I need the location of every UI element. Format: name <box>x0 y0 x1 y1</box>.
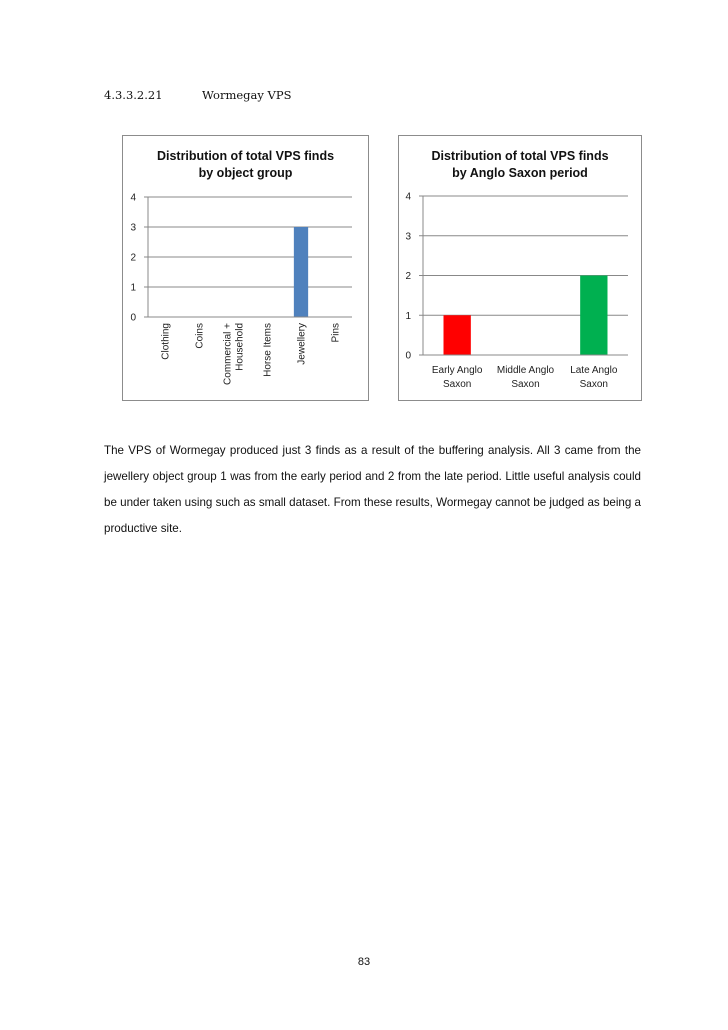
chart-title-line: Distribution of total VPS finds <box>431 149 609 163</box>
x-tick-label: Saxon <box>579 379 609 390</box>
x-tick-label: Saxon <box>511 379 540 390</box>
x-tick-label: Horse Items <box>262 323 274 377</box>
body-paragraph: The VPS of Wormegay produced just 3 finds as a result of the buffering analysis. All 3 came from the jewellery object group 1 was from the early period and 2 from the late period. Little useful analysis could be under taken using such as small dataset. From these results, Wormegay cannot be judged as being a productive site. <box>104 444 641 535</box>
y-tick-label: 2 <box>130 252 136 264</box>
x-tick-label: Commercial + <box>222 323 234 385</box>
x-tick-label: Household <box>234 323 246 371</box>
chart-anglo-saxon-period <box>398 135 642 401</box>
x-tick-label: Jewellery <box>296 323 308 365</box>
section-title: Wormegay VPS <box>202 88 292 102</box>
chart-anglo-saxon-period-svg <box>399 136 641 400</box>
y-tick-label: 4 <box>405 191 411 203</box>
x-tick-label: Early Anglo <box>431 365 483 376</box>
section-heading <box>104 88 291 102</box>
chart-object-group <box>122 135 369 401</box>
chart-title-line: by Anglo Saxon period <box>452 166 588 180</box>
chart-title-line: Distribution of total VPS finds <box>156 149 335 163</box>
y-tick-label: 1 <box>405 310 411 322</box>
y-tick-label: 2 <box>405 271 411 282</box>
bar-late-anglo-saxon <box>580 276 607 356</box>
y-tick-label: 3 <box>405 231 411 243</box>
section-number: 4.3.3.2.21 <box>104 88 163 102</box>
y-tick-label: 3 <box>130 222 136 234</box>
chart-object-group-svg <box>123 136 368 400</box>
x-tick-label: Saxon <box>442 379 472 390</box>
bar-jewellery <box>294 227 308 317</box>
chart-title-line: by object group <box>198 166 293 180</box>
x-tick-label: Middle Anglo <box>496 365 555 376</box>
x-tick-label: Pins <box>330 323 342 343</box>
y-tick-label: 1 <box>130 282 136 294</box>
x-tick-label: Late Anglo <box>570 365 618 376</box>
y-tick-label: 4 <box>130 192 136 204</box>
page-number: 83 <box>357 956 371 968</box>
x-tick-label: Coins <box>194 323 206 349</box>
bar-early-anglo-saxon <box>444 315 471 355</box>
x-tick-label: Clothing <box>160 323 172 360</box>
y-tick-label: 0 <box>130 312 136 324</box>
y-tick-label: 0 <box>405 350 411 362</box>
